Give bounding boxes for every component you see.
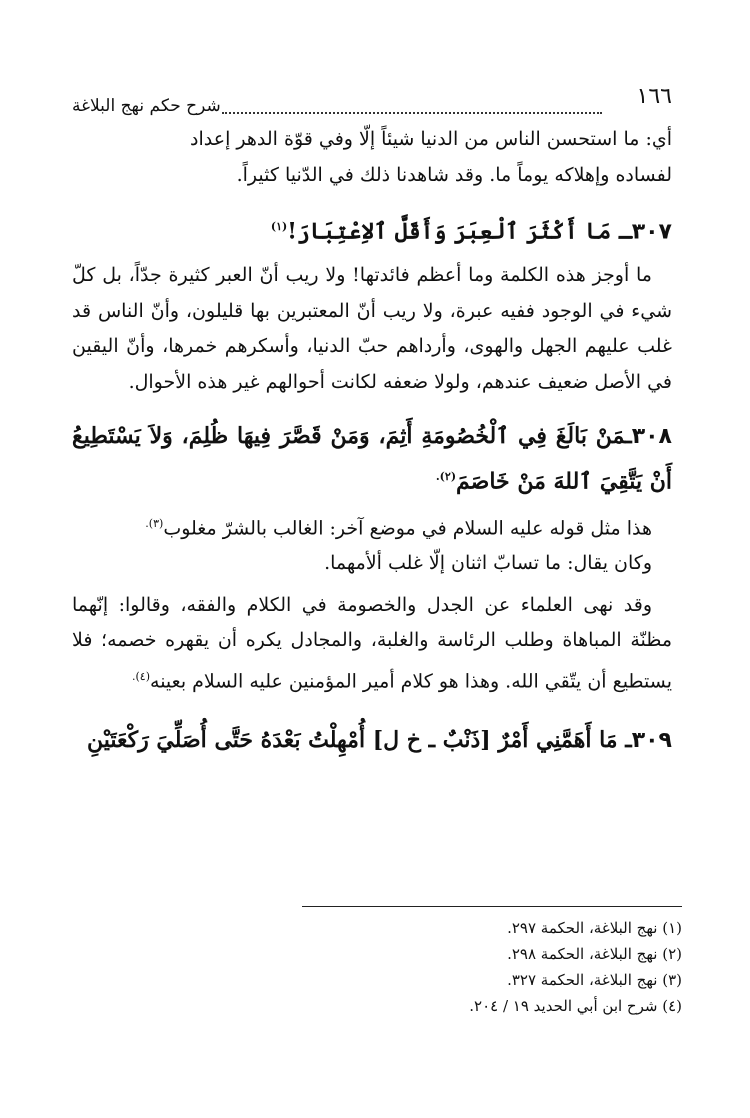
saying-309-heading (72, 718, 672, 763)
intro-line-1: أي: ما استحسن الناس من الدنيا شيئاً إلّا وفي قوّة الدهر إعداد (190, 128, 672, 150)
saying-text: ـ مَا أَهَمَّنِي أَمْرٌ [ذَنْبٌ ـ خ ل] أُمْهِلْتُ بَعْدَهُ حَتَّى أُصَلِّيَ رَكْعَتَيْنِ (86, 726, 632, 753)
commentary-308-c (72, 588, 672, 700)
saying-number: ٣٠٧ (631, 219, 672, 245)
commentary-308-b: وكان يقال: ما تسابّ اثنان إلّا غلب ألأمهما. (324, 552, 652, 575)
running-title: شرح حكم نهج البلاغة (72, 96, 221, 116)
footnote-3: (٣) نهج البلاغة، الحكمة ٣٢٧. (507, 971, 682, 989)
saying-text: ـمَنْ بَالَغَ فِي ٱلْخُصُومَةِ أَثِمَ، وَمَنْ قَصَّرَ فِيهَا ظُلِمَ، وَلاَ يَسْتَطِيعُ أَنْ يَتَّقِيَ ٱللهَ مَنْ خَاصَمَ (72, 423, 672, 495)
commentary-text: هذا مثل قوله عليه السلام في موضع آخر: الغالب بالشرّ مغلوب (163, 516, 652, 539)
footnote-ref: (١) (270, 220, 288, 233)
footnote-ref: (٢). (435, 470, 457, 484)
footnote-separator (302, 906, 682, 907)
saying-308-heading (72, 416, 672, 501)
page-header (72, 84, 672, 120)
footnotes (72, 915, 682, 1019)
page-number: ١٦٦ (636, 84, 672, 109)
saying-number: ٣٠٨ (631, 424, 672, 450)
saying-text: ـ مَا أَكْثَرَ ٱلْعِبَرَ وَأَقَلَّ ٱلاِعْتِبَارَ! (287, 218, 632, 245)
intro-line-2: لفساده وإهلاكه يوماً ما. وقد شاهدنا ذلك في الدّنيا كثيراً. (236, 163, 672, 186)
commentary-307: ما أوجز هذه الكلمة وما أعظم فائدتها! ولا ريب أنّ العبر كثيرة جدّاً، بل كلّ شيء في الوجود ففيه عبرة، ولا ريب أنّ المعتبرين بها قليلون، وأنّ الناس قد غلب عليهم الجهل والهوى، وأرداهم حبّ الدنيا، وأسكرهم خمرها، وأنّ اليقين في الأصل ضعيف عندهم، ولولا ضعفه لكانت أحوالهم غير هذه الأحوال. (72, 264, 672, 393)
footnote-ref: (٤). (132, 669, 151, 683)
header-dotted-leader (222, 112, 602, 114)
footnote-1: (١) نهج البلاغة، الحكمة ٢٩٧. (507, 919, 682, 937)
main-text (72, 122, 672, 763)
footnote-2: (٢) نهج البلاغة، الحكمة ٢٩٨. (507, 945, 682, 963)
intro-paragraph (72, 122, 672, 193)
saying-number: ٣٠٩ (631, 727, 672, 753)
footnote-ref: (٣). (145, 516, 164, 530)
commentary-308-a (72, 506, 672, 547)
saying-307-heading (72, 205, 672, 254)
commentary-text: وقد نهى العلماء عن الجدل والخصومة في الكلام والفقه، وقالوا: إنّهما مظنّة المباهاة وطلب الرئاسة والغلبة، والمجادل يكره أن يقهره خصمه؛ فلا يستطيع أن يتّقي الله. وهذا هو كلام أمير المؤمنين عليه السلام بعينه (72, 593, 672, 693)
footnote-4: (٤) شرح ابن أبي الحديد ١٩ / ٢٠٤. (469, 997, 682, 1015)
